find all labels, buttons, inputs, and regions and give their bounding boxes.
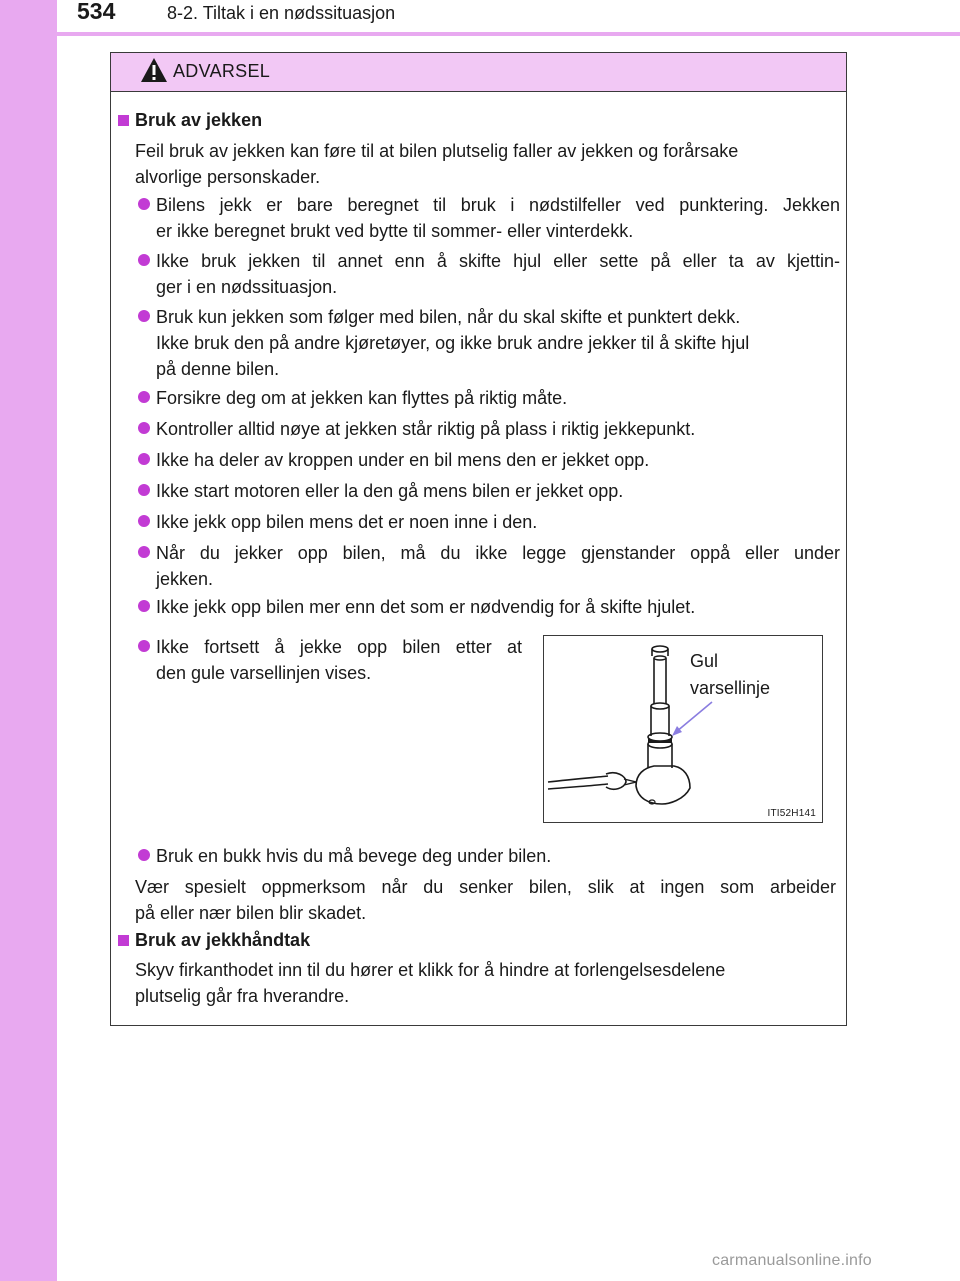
bullet-dot-icon (138, 422, 150, 434)
jack-drawing (544, 636, 822, 822)
bullet-dot-icon (138, 310, 150, 322)
bullet-item: Ikke fortsett å jekke opp bilen etter at den gule varsellinjen vises. (156, 637, 522, 683)
bullet-item: Når du jekker opp bilen, må du ikke legge gjenstander oppå eller under jekken. (156, 543, 840, 589)
page-number: 534 (77, 0, 116, 24)
bullet-dot-icon (138, 484, 150, 496)
bullet-dot-icon (138, 600, 150, 612)
section-heading-jack: Bruk av jekken (135, 110, 263, 130)
warning-header (111, 53, 846, 92)
bullet-item: Kontroller alltid nøye at jekken står riktig på plass i riktig jekkepunkt. (156, 419, 696, 439)
bullet-dot-icon (138, 640, 150, 652)
section-intro-jack-handle: Skyv firkanthodet inn til du hører et klikk for å hindre at forlengelsesdelene plutselig går fra hverandre. (135, 960, 726, 1006)
note-paragraph: Vær spesielt oppmerksom når du senker bilen, slik at ingen som arbeider på eller nær bilen blir skadet. (135, 877, 836, 923)
bullet-dot-icon (138, 515, 150, 527)
bullet-item: Forsikre deg om at jekken kan flyttes på riktig måte. (156, 388, 568, 408)
bullet-dot-icon (138, 198, 150, 210)
bullet-dot-icon (138, 849, 150, 861)
bullet-dot-icon (138, 453, 150, 465)
bullet-dot-icon (138, 254, 150, 266)
heading-square-icon (118, 115, 129, 126)
jack-illustration (543, 635, 823, 823)
section-intro-jack: Feil bruk av jekken kan føre til at bilen plutselig faller av jekken og forårsake alvorlige personskader. (135, 141, 739, 187)
bullet-dot-icon (138, 391, 150, 403)
bullet-item: Bruk en bukk hvis du må bevege deg under bilen. (156, 846, 552, 866)
header-rule (57, 32, 960, 36)
bullet-item: Bruk kun jekken som følger med bilen, når du skal skifte et punktert dekk. Ikke bruk den på andre kjøretøyer, og ikke bruk andre jekker til å skifte hjul på denne bilen. (156, 307, 750, 379)
watermark: carmanualsonline.info (712, 1252, 872, 1269)
figure-label: Gul varsellinje (690, 651, 771, 698)
section-title: 8-2. Tiltak i en nødssituasjon (167, 3, 396, 23)
bullet-item: Ikke ha deler av kroppen under en bil mens den er jekket opp. (156, 450, 650, 470)
heading-square-icon (118, 935, 129, 946)
section-heading-jack-handle: Bruk av jekkhåndtak (135, 930, 311, 950)
bullet-item: Ikke jekk opp bilen mens det er noen inne i den. (156, 512, 538, 532)
figure-code: ITI52H141 (767, 808, 816, 819)
warning-title: ADVARSEL (173, 61, 271, 81)
bullet-item: Bilens jekk er bare beregnet til bruk i nødstilfeller ved punktering. Jekken er ikke beregnet brukt ved bytte til sommer- eller vinterdekk. (156, 195, 840, 241)
bullet-item: Ikke start motoren eller la den gå mens bilen er jekket opp. (156, 481, 624, 501)
bullet-item: Ikke jekk opp bilen mer enn det som er nødvendig for å skifte hjulet. (156, 597, 696, 617)
side-tab-strip (0, 0, 57, 1281)
warning-triangle-icon (140, 57, 168, 83)
bullet-item: Ikke bruk jekken til annet enn å skifte hjul eller sette på eller ta av kjettin- ger i en nødssituasjon. (156, 251, 840, 297)
bullet-dot-icon (138, 546, 150, 558)
